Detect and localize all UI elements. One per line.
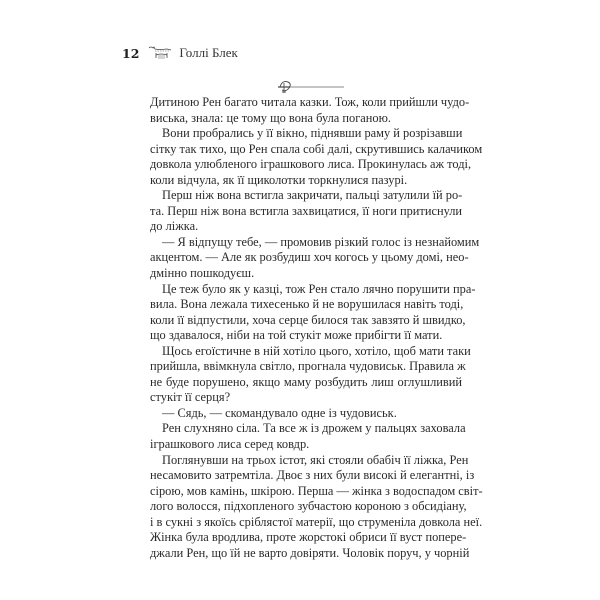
chapter-body	[150, 95, 483, 561]
text-line: джали Рен, що їй не варто довіряти. Чоловік поруч, у чорній	[150, 545, 470, 560]
text-line: Дитиною Рен багато читала казки. Тож, коли прийшли чудо-	[150, 95, 470, 109]
text-line: — Сядь, — скомандувало одне із чудовиськ.	[162, 405, 397, 420]
text-line: Поглянувши на трьох істот, які стояли обабіч її ліжка, Рен	[162, 452, 469, 467]
text-line: несамовито затремтіла. Двоє з них були високі й елегантні, із	[150, 468, 475, 483]
text-line: дмінно пошкодуєш.	[150, 266, 255, 281]
book-author: Голлі Блек	[179, 45, 238, 60]
rapier-sword-icon	[274, 78, 346, 96]
text-line: Вони пробрались у її вікно, піднявши раму й розрізавши	[162, 126, 463, 141]
publisher-logo-icon	[147, 45, 173, 61]
text-line: коли її відпустили, хоча серце билося так завзято й швидко,	[150, 312, 466, 327]
text-line: сітку так тихо, що Рен спала собі далі, скрутившись калачиком	[150, 141, 483, 156]
text-line: коли відчула, як її щиколотки торкнулися пазурі.	[150, 172, 408, 187]
text-line: що здавалося, ніби на той стукіт може прибігти її мати.	[150, 328, 443, 343]
text-line: Перш ніж вона встигла закричати, пальці затулили їй ро-	[162, 188, 463, 203]
text-line: та. Перш ніж вона встигла захвицатися, її ноги притиснули	[150, 203, 463, 218]
text-line: прийшла, ввімкнула світло, прогнала чудовиськ. Правила ж	[150, 359, 466, 374]
text-line: лого волосся, підхопленого зубчастою короною з обсидіану,	[150, 499, 467, 514]
text-line: вила. Вона лежала тихесенько й не ворушилася навіть тоді,	[150, 297, 464, 312]
page-number: 12	[122, 45, 140, 61]
text-line: Це теж було як у казці, тож Рен стало лячно порушити пра-	[162, 281, 476, 296]
text-line: до ліжка.	[150, 219, 199, 234]
text-line: — Я відпущу тебе, — промовив різкий голос із незнайомим	[162, 234, 480, 249]
text-line: довкола улюбленого іграшкового лиса. Прокинулась аж тоді,	[150, 157, 472, 172]
text-line: акцентом. — Але як розбудиш хоч когось у цьому домі, нео-	[150, 250, 469, 265]
text-line: і в сукні з якоїсь сріблястої матерії, що струменіла довкола неї.	[150, 514, 483, 529]
text-line: іграшкового лиса серед ковдр.	[150, 437, 310, 452]
text-line: виська, знала: це тому що вона була поганою.	[150, 110, 391, 125]
running-header	[122, 44, 238, 62]
text-line: стукіт її серця?	[150, 390, 231, 405]
text-line: Щось егоїстичне в ній хотіло цього, хотіло, щоб мати таки	[162, 343, 471, 358]
text-line: Рен слухняно сіла. Та все ж із дрожем у пальцях заховала	[162, 421, 466, 436]
text-line: сірою, мов камінь, шкірою. Перша — жінка з водоспадом світ-	[150, 483, 483, 498]
text-line: не буде порушено, якщо маму розбудить лиш оглушливий	[150, 374, 462, 389]
text-line: Жінка була вродлива, проте жорстокі обриси її вуст попере-	[150, 530, 467, 545]
